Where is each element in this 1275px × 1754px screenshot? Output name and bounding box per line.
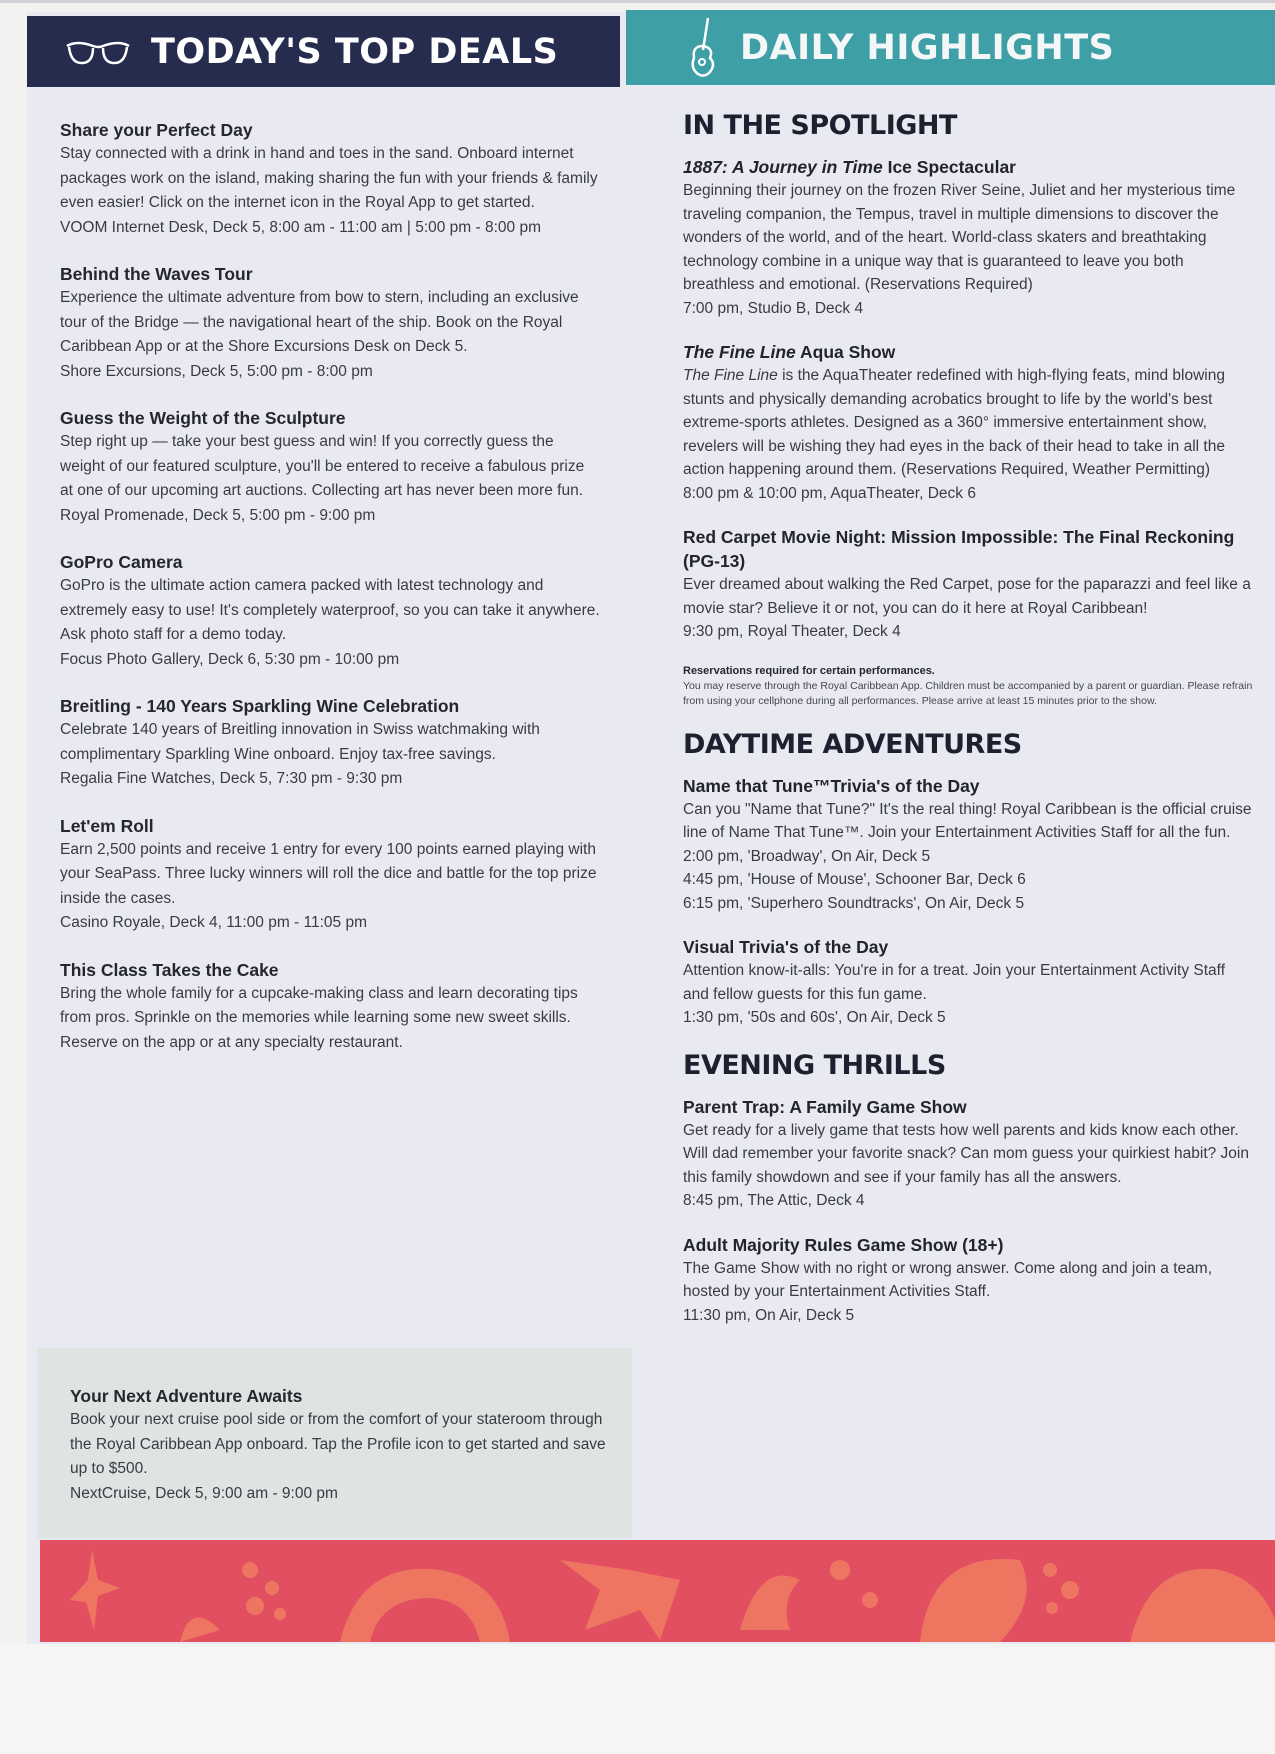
reservation-note-body: You may reserve through the Royal Caribbean App. Children must be accompanied by a parent or guardian. Please refrain from using your cellphone during all performances. Please arrive at least 15 minutes prior to the show. [683, 679, 1253, 707]
daytime-time: 4:45 pm, 'House of Mouse', Schooner Bar, Deck 6 [683, 871, 1026, 888]
page-margin [0, 1644, 1275, 1754]
evening-description: Get ready for a lively game that tests how well parents and kids know each other. Will dad remember your favorite snack? Can mom guess your quirkiest habit? Join this family showdown and see if your family has all the answers. [683, 1121, 1249, 1186]
spotlight-heading: IN THE SPOTLIGHT [683, 110, 957, 141]
deals-header [27, 16, 620, 87]
evening-item [683, 1233, 1255, 1328]
deal-description: GoPro is the ultimate action camera packed with latest technology and extremely easy to use! It's completely waterproof, so you can take it anywhere. Ask photo staff for a demo today. [60, 577, 600, 643]
deal-title: GoPro Camera [60, 552, 183, 572]
guitar-icon [688, 16, 718, 80]
evening-title: Parent Trap: A Family Game Show [683, 1096, 967, 1117]
daytime-time: 1:30 pm, '50s and 60s', On Air, Deck 5 [683, 1009, 946, 1026]
evening-time: 8:45 pm, The Attic, Deck 4 [683, 1192, 865, 1209]
deal-title: Guess the Weight of the Sculpture [60, 408, 346, 428]
deal-item [60, 694, 600, 792]
promo-box [37, 1348, 632, 1538]
daytime-time: 2:00 pm, 'Broadway', On Air, Deck 5 [683, 847, 931, 865]
evening-heading: EVENING THRILLS [683, 1049, 946, 1081]
highlights-title: DAILY HIGHLIGHTS [740, 27, 1115, 68]
deal-item [60, 118, 600, 240]
deals-list [60, 118, 600, 1077]
sea-pattern-icon [40, 1540, 1275, 1642]
spotlight-title: The Fine Line Aqua Show [683, 342, 896, 362]
deal-item [60, 262, 600, 384]
spotlight-description: Beginning their journey on the frozen River Seine, Juliet and her mysterious time traveling companion, the Tempus, travel in multiple dimensions to discover the wonders of the world, and of the heart. World-class skaters and breathtaking technology combine in a unique way that is guaranteed to leave you both breathless and emotional. (Reservations Required) [683, 182, 1236, 293]
spotlight-location-time: 9:30 pm, Royal Theater, Deck 4 [683, 623, 901, 640]
deal-description: Step right up — take your best guess and win! If you correctly guess the weight of our featured sculpture, you'll be entered to receive a fabulous prize at one of our upcoming art auctions. Collecting art has never been more fun. [60, 433, 585, 499]
deal-location-time: Regalia Fine Watches, Deck 5, 7:30 pm - 9:30 pm [60, 770, 403, 787]
spotlight-item [683, 155, 1255, 320]
evening-time: 11:30 pm, On Air, Deck 5 [683, 1306, 855, 1324]
promo-title: Your Next Adventure Awaits [70, 1386, 303, 1406]
deal-item [60, 814, 600, 936]
deal-item [60, 958, 600, 1056]
evening-title: Adult Majority Rules Game Show (18+) [683, 1234, 1004, 1255]
deal-description: Celebrate 140 years of Breitling innovation in Swiss watchmaking with complimentary Sparkling Wine onboard. Enjoy tax-free savings. [60, 721, 540, 763]
spotlight-title: 1887: A Journey in Time Ice Spectacular [683, 157, 1016, 177]
deal-title: Let'em Roll [60, 815, 154, 836]
spotlight-description: The Fine Line is the AquaTheater redefined with high-flying feats, mind blowing stunts and physically demanding acrobatics brought to life by the world's best extreme-sports athletes. Designed as a 360° immersive entertainment show, revelers will be wishing they had eyes in the back of their head to take in all the action happening around them. (Reservations Required, Weather Permitting) [683, 367, 1225, 478]
deal-description: Earn 2,500 points and receive 1 entry for every 100 points earned playing with your SeaPass. Three lucky winners will roll the dice and battle for the top prize inside the cases. [60, 840, 597, 907]
spotlight-description: Ever dreamed about walking the Red Carpet, pose for the paparazzi and feel like a movie star? Believe it or not, you can do it here at Royal Caribbean! [683, 576, 1251, 617]
daytime-title: Visual Trivia's of the Day [683, 937, 889, 957]
deal-item [60, 550, 600, 672]
deal-description: Experience the ultimate adventure from bow to stern, including an exclusive tour of the Bridge — the navigational heart of the ship. Book on the Royal Caribbean App or at the Shore Excursions Desk on Deck 5. [60, 289, 579, 355]
spotlight-title: Red Carpet Movie Night: Mission Impossible: The Final Reckoning (PG-13) [683, 527, 1235, 571]
deal-title: Behind the Waves Tour [60, 264, 253, 284]
deals-title: TODAY'S TOP DEALS [151, 31, 559, 72]
deal-location-time: VOOM Internet Desk, Deck 5, 8:00 am - 11:00 am | 5:00 pm - 8:00 pm [60, 218, 541, 236]
sunglasses-icon [63, 34, 133, 70]
daytime-title: Name that Tune™Trivia's of the Day [683, 775, 980, 796]
daytime-heading: DAYTIME ADVENTURES [683, 728, 1022, 760]
page-top-line [0, 0, 1275, 3]
spotlight-item [683, 340, 1255, 505]
evening-description: The Game Show with no right or wrong answer. Come along and join a team, hosted by your Entertainment Activities Staff. [683, 1259, 1212, 1300]
deal-location-time: Focus Photo Gallery, Deck 6, 5:30 pm - 10:00 pm [60, 650, 400, 668]
promo-location-time: NextCruise, Deck 5, 9:00 am - 9:00 pm [70, 1484, 338, 1502]
deal-location-time: Casino Royale, Deck 4, 11:00 pm - 11:05 pm [60, 914, 367, 931]
deal-title: Share your Perfect Day [60, 120, 253, 140]
daytime-description: Attention know-it-alls: You're in for a treat. Join your Entertainment Activity Staff and fellow guests for this fun game. [683, 962, 1226, 1003]
daytime-item [683, 774, 1255, 916]
daytime-item [683, 935, 1255, 1030]
deal-location-time: Shore Excursions, Deck 5, 5:00 pm - 8:00 pm [60, 362, 373, 380]
daytime-description: Can you "Name that Tune?" It's the real thing! Royal Caribbean is the official cruise line of Name That Tune™. Join your Entertainment Activities Staff for all the fun. [683, 800, 1252, 841]
deal-description: Stay connected with a drink in hand and toes in the sand. Onboard internet packages work on the island, making sharing the fun with your friends & family even easier! Click on the internet icon in the Royal App to get started. [60, 145, 598, 211]
spotlight-location-time: 8:00 pm & 10:00 pm, AquaTheater, Deck 6 [683, 484, 976, 502]
evening-item [683, 1095, 1255, 1213]
deal-location-time: Royal Promenade, Deck 5, 5:00 pm - 9:00 pm [60, 506, 376, 524]
reservation-note [683, 664, 1255, 709]
daytime-time: 6:15 pm, 'Superhero Soundtracks', On Air, Deck 5 [683, 894, 1025, 912]
deal-title: Breitling - 140 Years Sparkling Wine Celebration [60, 696, 460, 716]
reservation-note-title: Reservations required for certain performances. [683, 664, 935, 677]
decorative-footer-band [40, 1540, 1275, 1642]
deal-description: Bring the whole family for a cupcake-making class and learn decorating tips from pros. Sprinkle on the memories while learning some new sweet skills. Reserve on the app or at any specialty restaurant. [60, 984, 578, 1051]
spotlight-item [683, 525, 1255, 644]
promo-description: Book your next cruise pool side or from the comfort of your stateroom through the Royal Caribbean App onboard. Tap the Profile icon to get started and save up to $500. [70, 1411, 606, 1477]
deal-title: This Class Takes the Cake [60, 959, 279, 980]
deal-item [60, 406, 600, 528]
highlights-header [626, 10, 1275, 85]
highlights-column [683, 110, 1255, 1347]
spotlight-location-time: 7:00 pm, Studio B, Deck 4 [683, 299, 864, 317]
